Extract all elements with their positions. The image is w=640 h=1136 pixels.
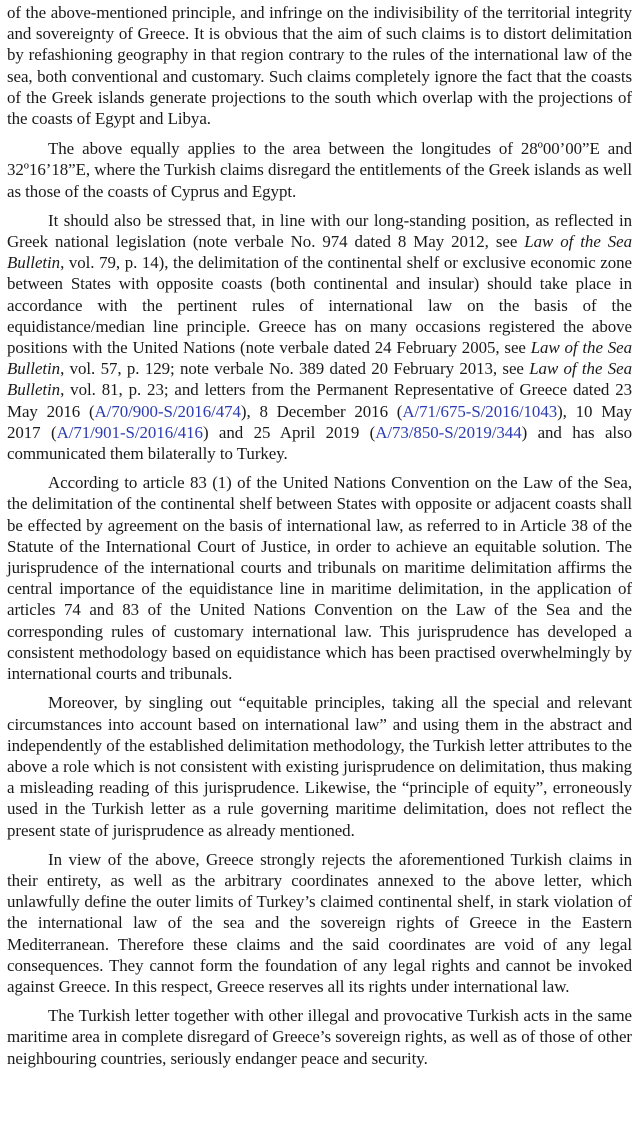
paragraph-text: It should also be stressed that, in line with our long-standing position, as reflected in Greek national legislation (note verbale No. 974 dated 8 May 2012, see <box>7 210 632 252</box>
paragraph-text: In view of the above, Greece strongly rejects the aforementioned Turkish claims in their entirety, as well as the arbitrary coordinates annexed to the above letter, which unlawfully define the outer limits of Turkey’s claimed continental shelf, in stark violation of the international law of the sea and the sovereign rights of Greece in the Eastern Mediterranean. Therefore these claims and the said coordinates are void of any legal consequences. They cannot form the foundation of any legal rights and cannot be invoked against Greece. In this respect, Greece reserves all its rights under international law. <box>7 849 632 996</box>
document-link-a71-901[interactable]: A/71/901-S/2016/416 <box>56 422 203 442</box>
paragraph-text: According to article 83 (1) of the United Nations Convention on the Law of the Sea, the delimitation of the continental shelf between States with opposite or adjacent coasts shall be effected by agreement on the basis of international law, as referred to in Article 38 of the Statute of the International Court of Justice, in order to achieve an equitable solution. The jurisprudence of the international courts and tribunals on maritime delimitation affirms the central importance of the equidistance line in maritime delimitation, in the application of articles 74 and 83 of the United Nations Convention on the Law of the Sea and the corresponding rules of customary international law. This jurisprudence has developed a consistent methodology based on equidistance which has been practised overwhelmingly by international courts and tribunals. <box>7 473 632 684</box>
paragraph-text: Moreover, by singling out “equitable principles, taking all the special and relevant circumstances into account based on international law” and using them in the abstract and independently of the established delimitation methodology, the Turkish letter attributes to the above a role which is not consistent with existing jurisprudence on delimitation, thus making a misleading reading of this jurisprudence. Likewise, the “principle of equity”, erroneously used in the Turkish letter as a rule governing maritime delimitation, does not reflect the present state of jurisprudence as already mentioned. <box>7 693 632 840</box>
bulletin-title: Law of the Sea Bulletin <box>7 338 632 379</box>
paragraph-conclusion <box>7 1005 632 1069</box>
paragraph-text: The Turkish letter together with other illegal and provocative Turkish acts in the same maritime area in complete disregard of Greece’s sovereign rights, as well as of those of other neighbouring countries, seriously endanger peace and security. <box>7 1006 632 1068</box>
paragraph-text: ), 10 May 2017 ( <box>7 401 633 442</box>
bulletin-title: Law of the Sea Bulletin <box>7 359 632 400</box>
paragraph-text: The above equally applies to the area between the longitudes of 28º00’00”E and 32º16’18”E, where the Turkish claims disregard the entitlements of the Greek islands as well as those of the coasts of Cyprus and Egypt. <box>7 139 632 201</box>
paragraph-longitudes <box>7 138 632 202</box>
paragraph-equitable-principles <box>7 692 632 840</box>
bulletin-title: Law of the Sea Bulletin <box>7 232 633 273</box>
paragraph-rejection <box>7 849 632 997</box>
paragraph-text: , vol. 57, p. 129; note verbale No. 389 dated 20 February 2013, see <box>60 359 530 379</box>
paragraph-text: , vol. 79, p. 14), the delimitation of the continental shelf or exclusive economic zone between States with opposite coasts (both continental and insular) should take place in accordance with the pertinent rules of international law on the basis of the equidistance/median line principle. Greece has on many occasions registered the above positions with the United Nations (note verbale dated 24 February 2005, see <box>7 253 632 358</box>
paragraph-article-83 <box>7 472 632 684</box>
paragraph-continuation <box>7 2 632 129</box>
document-link-a70-900[interactable]: A/70/900-S/2016/474 <box>94 401 241 421</box>
paragraph-text: , vol. 81, p. 23; and letters from the Permanent Representative of Greece dated 23 May 2016 ( <box>7 380 632 421</box>
paragraph-text: ) and has also communicated them bilaterally to Turkey. <box>7 422 632 464</box>
document-link-a73-850[interactable]: A/73/850-S/2019/344 <box>375 422 522 442</box>
paragraph-text: ), 8 December 2016 ( <box>240 401 403 421</box>
paragraph-text: ) and 25 April 2019 ( <box>202 422 376 442</box>
paragraph-equidistance-position <box>7 210 632 464</box>
document-link-a71-675[interactable]: A/71/675-S/2016/1043 <box>402 401 558 421</box>
paragraph-text: of the above-mentioned principle, and infringe on the indivisibility of the territorial integrity and sovereignty of Greece. It is obvious that the aim of such claims is to distort delimitation by refashioning geography in that region contrary to the rules of the international law of the sea, both conventional and customary. Such claims completely ignore the fact that the coasts of the Greek islands generate projections to the south which overlap with the projections of the coasts of Egypt and Libya. <box>7 3 632 129</box>
